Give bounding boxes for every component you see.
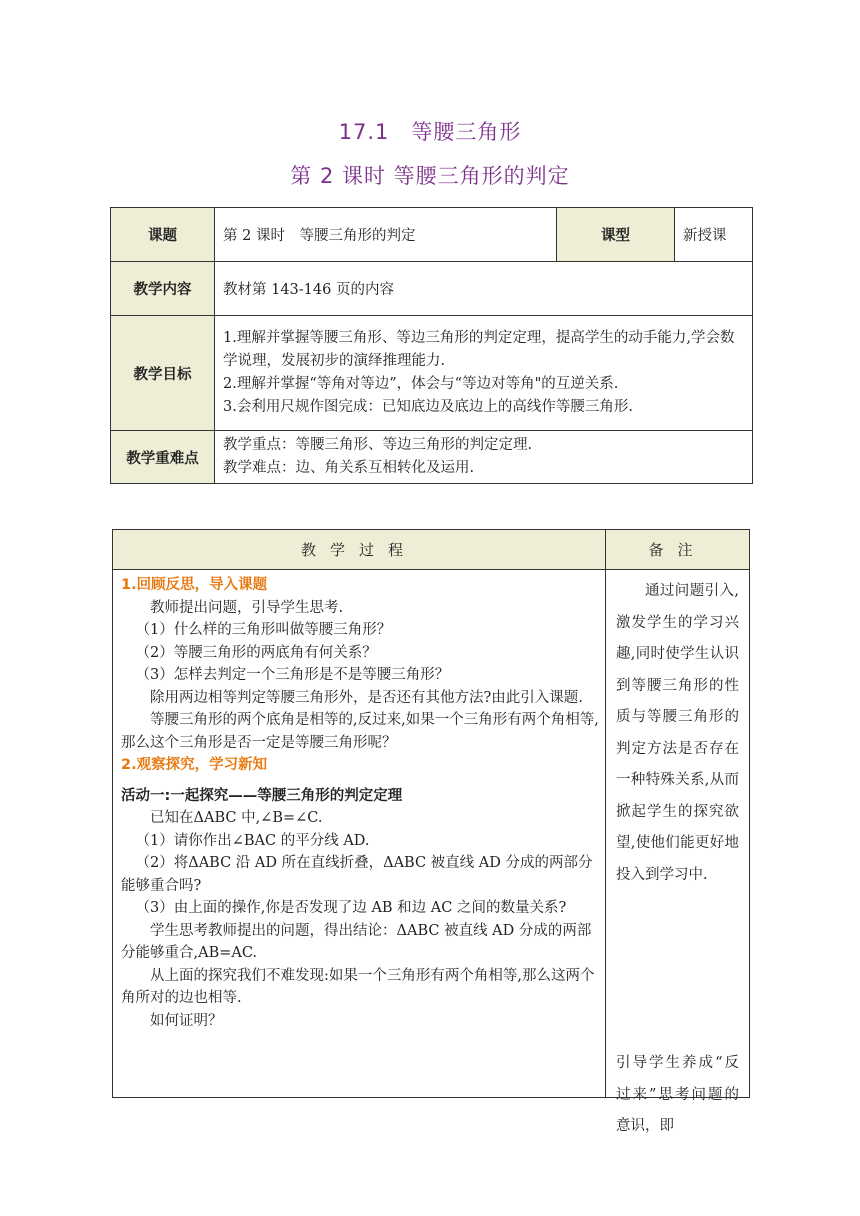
note-text: 引导学生养成“反过来”思考问题的意识，即 xyxy=(616,1055,739,1134)
type-label: 课型 xyxy=(557,208,675,262)
content-value: 教材第 143-146 页的内容 xyxy=(215,262,753,316)
content-label: 教学内容 xyxy=(111,262,215,316)
process-line: （2）将ΔABC 沿 AD 所在直线折叠，ΔABC 被直线 AD 分成的两部分能够重合吗? xyxy=(121,855,593,894)
goals-list xyxy=(215,316,753,431)
topic-value: 第 2 课时 等腰三角形的判定 xyxy=(215,208,557,262)
process-line: （2）等腰三角形的两底角有何关系？ xyxy=(135,644,377,661)
process-line: （3）由上面的操作,你是否发现了边 AB 和边 AC 之间的数量关系? xyxy=(135,900,567,916)
process-line: （1）请你作出∠BAC 的平分线 AD. xyxy=(135,832,370,849)
process-column-header: 教学过程 xyxy=(113,530,606,570)
process-line: （3）怎样去判定一个三角形是不是等腰三角形？ xyxy=(135,667,450,683)
process-line: 已知在ΔABC 中,∠B=∠C. xyxy=(150,810,323,826)
goal-item: 3.会利用尺规作图完成：已知底边及底边上的高线作等腰三角形. xyxy=(223,399,633,415)
process-line: 教师提出问题，引导学生思考. xyxy=(150,599,344,616)
keypoint-item: 教学重点：等腰三角形、等边三角形的判定定理. xyxy=(223,437,533,453)
process-line: （1）什么样的三角形叫做等腰三角形？ xyxy=(135,622,392,638)
goals-label: 教学目标 xyxy=(111,316,215,431)
section-heading: 1.回顾反思，导入课题 xyxy=(121,577,268,593)
section-heading: 2.观察探究，学习新知 xyxy=(121,757,268,773)
keypoints-label: 教学重难点 xyxy=(111,431,215,484)
lesson-title: 17.1 等腰三角形 xyxy=(338,120,522,144)
lesson-subtitle: 第 2 课时 等腰三角形的判定 xyxy=(290,164,570,188)
process-line: 等腰三角形的两个底角是相等的,反过来,如果一个三角形有两个角相等,那么这个三角形是否一定是等腰三角形呢？ xyxy=(121,712,599,751)
type-value: 新授课 xyxy=(675,208,753,262)
process-content xyxy=(113,570,606,1098)
process-line: 学生思考教师提出的问题，得出结论：ΔABC 被直线 AD 分成的两部分能够重合,AB=AC. xyxy=(121,922,592,961)
topic-label: 课题 xyxy=(111,208,215,262)
activity-heading: 活动一:一起探究——等腰三角形的判定定理 xyxy=(121,787,403,804)
notes-content xyxy=(606,570,750,1134)
process-line: 如何证明？ xyxy=(150,1012,223,1029)
goal-item: 1.理解并掌握等腰三角形、等边三角形的判定定理，提高学生的动手能力,学会数学说理，发展初步的演绎推理能力. xyxy=(223,330,735,369)
keypoint-item: 教学难点：边、角关系互相转化及运用. xyxy=(223,460,475,476)
process-line: 除用两边相等判定等腰三角形外，是否还有其他方法?由此引入课题. xyxy=(150,689,583,706)
notes-column-header: 备注 xyxy=(606,530,750,570)
goal-item: 2.理解并掌握“等角对等边”，体会与“等边对等角"的互逆关系. xyxy=(223,376,619,392)
lesson-info-table xyxy=(110,207,753,484)
note-text: 通过问题引入,激发学生的学习兴趣,同时使学生认识到等腰三角形的性质与等腰三角形的判定方法是否存在一种特殊关系,从而掀起学生的探究欲望,使他们能更好地投入到学习中. xyxy=(616,583,739,883)
teaching-process-table xyxy=(112,529,750,1134)
keypoints-list xyxy=(215,431,753,484)
process-line: 从上面的探究我们不难发现:如果一个三角形有两个角相等,那么这两个角所对的边也相等. xyxy=(121,967,595,1006)
